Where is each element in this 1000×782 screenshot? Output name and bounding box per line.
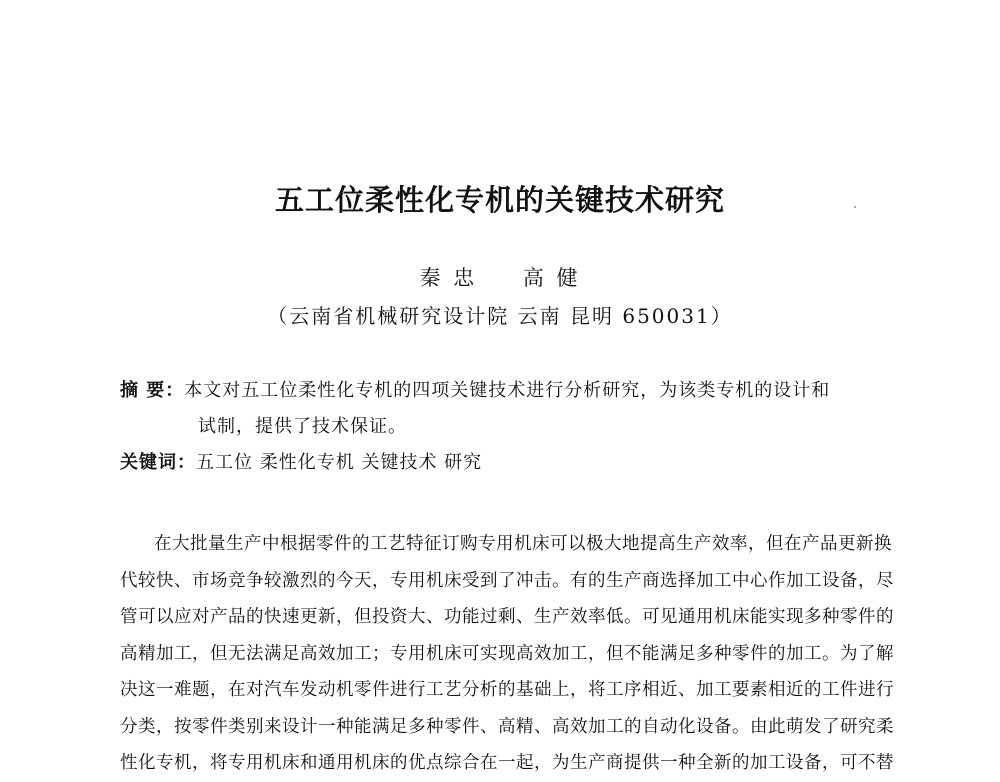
body-line: 代较快、市场竞争较激烈的今天，专用机床受到了冲击。有的生产商选择加工中心作加工设备，尽 [120, 570, 894, 591]
abstract-line-1 [120, 373, 890, 409]
body-line: 分类，按零件类别来设计一种能满足多种零件、高精、高效加工的自动化设备。由此萌发了研究柔 [120, 716, 894, 737]
author-1: 秦 忠 [419, 266, 478, 290]
author-affiliation: （云南省机械研究设计院 云南 昆明 650031） [267, 304, 733, 328]
paper-title: 五工位柔性化专机的关键技术研究 [274, 183, 725, 217]
abstract-block [120, 373, 890, 445]
keywords-label: 关键词： [120, 452, 196, 473]
abstract-text-1: 本文对五工位柔性化专机的四项关键技术进行分析研究，为该类专机的设计和 [184, 380, 831, 401]
abstract-label: 摘 要： [120, 380, 185, 401]
author-list [0, 262, 1000, 292]
body-line: 在大批量生产中根据零件的工艺特征订购专用机床可以极大地提高生产效率，但在产品更新换 [154, 534, 892, 554]
body-line: 决这一难题，在对汽车发动机零件进行工艺分析的基础上，将工序相近、加工要素相近的工件进行 [120, 680, 894, 700]
keywords-block [120, 448, 482, 474]
body-line: 管可以应对产品的快速更新，但投资大、功能过剩、生产效率低。可见通用机床能实现多种零件的 [120, 607, 894, 627]
body-line: 高精加工，但无法满足高效加工；专用机床可实现高效加工，但不能满足多种零件的加工。为了解 [120, 643, 894, 664]
body-line: 性化专机，将专用机床和通用机床的优点综合在一起，为生产商提供一种全新的加工设备，可不替 [120, 753, 894, 773]
author-2: 高 健 [522, 266, 581, 290]
keywords-text: 五工位 柔性化专机 关键技术 研究 [196, 452, 483, 473]
body-paragraph [120, 526, 894, 782]
abstract-text-2: 试制，提供了技术保证。 [198, 416, 407, 437]
